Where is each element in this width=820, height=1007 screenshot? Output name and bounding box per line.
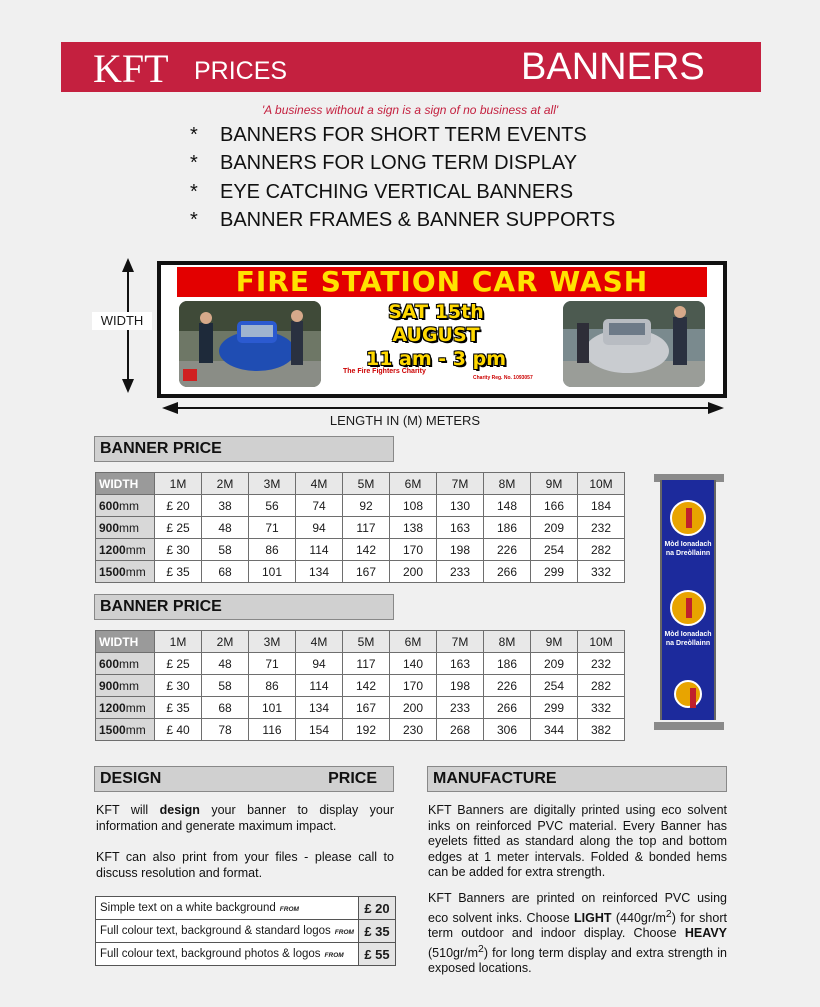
- banner-time-line: 11 am - 3 pm: [365, 348, 507, 370]
- corner-width-cell: WIDTH: [96, 631, 155, 653]
- design-price: £ 55: [359, 943, 396, 966]
- price-cell: 68: [202, 561, 249, 583]
- price-cell: 163: [437, 653, 484, 675]
- charity-reg: Charity Reg. No. 1093057: [473, 375, 533, 381]
- price-cell: 94: [296, 517, 343, 539]
- price-cell: 254: [531, 539, 578, 561]
- manufacture-section-header: MANUFACTURE: [427, 766, 727, 792]
- price-cell: 48: [202, 517, 249, 539]
- bullet-star-icon: *: [190, 124, 198, 146]
- price-cell: 58: [202, 539, 249, 561]
- row-header: 1500mm: [96, 561, 155, 583]
- row-header: 1500mm: [96, 719, 155, 741]
- price-table-light: [95, 472, 625, 583]
- price-cell: 254: [531, 675, 578, 697]
- row-header: 900mm: [96, 675, 155, 697]
- tagline-quote: 'A business without a sign is a sign of no business at all': [261, 103, 559, 117]
- design-paragraph: KFT will design your banner to display your information and generate maximum impact.: [96, 803, 394, 833]
- price-cell: 74: [296, 495, 343, 517]
- bullet-star-icon: *: [190, 181, 198, 203]
- column-header: 9M: [531, 473, 578, 495]
- price-cell: 268: [437, 719, 484, 741]
- column-header: 9M: [531, 631, 578, 653]
- vertical-banner-text: Mòd Ionadach na Dreòllainn: [664, 631, 712, 647]
- table-row: [96, 675, 625, 697]
- column-header: 1M: [155, 473, 202, 495]
- price-cell: 184: [578, 495, 625, 517]
- column-header: 10M: [578, 631, 625, 653]
- crest-icon: [670, 500, 706, 536]
- price-cell: 166: [531, 495, 578, 517]
- price-cell: 232: [578, 653, 625, 675]
- price-cell: 186: [484, 653, 531, 675]
- column-header: 7M: [437, 631, 484, 653]
- column-header: 5M: [343, 631, 390, 653]
- crest-icon: [670, 590, 706, 626]
- price-cell: 233: [437, 697, 484, 719]
- price-cell: £ 35: [155, 697, 202, 719]
- column-header: 5M: [343, 473, 390, 495]
- price-cell: 114: [296, 675, 343, 697]
- price-cell: 134: [296, 697, 343, 719]
- header-bar: [61, 42, 761, 92]
- price-cell: 48: [202, 653, 249, 675]
- design-option: Simple text on a white background FROM: [96, 897, 359, 920]
- manufacture-paragraph-weights: KFT Banners are printed on reinforced PVC using eco solvent inks. Choose LIGHT $(440gr/m^2)$ for short term outdoor and indoor display. Choose HEAVY $(510gr/m^2)$ for long term display and extra strength in exposed locations.: [428, 891, 727, 976]
- price-cell: 209: [531, 517, 578, 539]
- price-cell: £ 30: [155, 539, 202, 561]
- price-cell: 101: [249, 697, 296, 719]
- table-row: [96, 517, 625, 539]
- price-cell: 332: [578, 697, 625, 719]
- price-cell: 230: [390, 719, 437, 741]
- column-header: 1M: [155, 631, 202, 653]
- design-price: £ 35: [359, 920, 396, 943]
- price-table-heavy: [95, 630, 625, 741]
- column-header: 2M: [202, 631, 249, 653]
- column-header: 6M: [390, 631, 437, 653]
- price-cell: 332: [578, 561, 625, 583]
- vertical-banner-text: Mòd Ionadach na Dreòllainn: [664, 541, 712, 557]
- price-cell: 138: [390, 517, 437, 539]
- page-title: BANNERS: [521, 46, 705, 88]
- table-header-row: [96, 631, 625, 653]
- table-row: [96, 897, 396, 920]
- price-cell: 233: [437, 561, 484, 583]
- feature-bullet: [190, 209, 615, 232]
- price-cell: 154: [296, 719, 343, 741]
- bullet-star-icon: *: [190, 152, 198, 174]
- width-label: WIDTH: [92, 312, 152, 330]
- car-wash-photo-right: [563, 301, 705, 387]
- banner-title: FIRE STATION CAR WASH: [177, 267, 707, 297]
- design-section-header: [94, 766, 394, 792]
- car-wash-photo-left: [179, 301, 321, 387]
- price-cell: 117: [343, 517, 390, 539]
- price-cell: 92: [343, 495, 390, 517]
- table-header-row: [96, 473, 625, 495]
- price-cell: 56: [249, 495, 296, 517]
- bullet-text: EYE CATCHING VERTICAL BANNERS: [220, 181, 574, 203]
- price-cell: 170: [390, 675, 437, 697]
- bullet-text: BANNERS FOR LONG TERM DISPLAY: [220, 152, 578, 174]
- price-cell: £ 20: [155, 495, 202, 517]
- price-cell: 306: [484, 719, 531, 741]
- price-column-label: PRICE: [328, 770, 377, 787]
- price-cell: 140: [390, 653, 437, 675]
- price-cell: 94: [296, 653, 343, 675]
- prices-label: PRICES: [194, 57, 288, 85]
- price-cell: 134: [296, 561, 343, 583]
- price-cell: 226: [484, 675, 531, 697]
- price-cell: 209: [531, 653, 578, 675]
- manufacture-paragraph: KFT Banners are digitally printed using eco solvent inks on reinforced PVC material. Every Banner has eyelets fitted as standard along the top and bottom edges at 1 meter intervals. Folded & bonded hems can be added for extra strength.: [428, 803, 727, 879]
- crest-icon: [674, 680, 702, 708]
- table-row: [96, 920, 396, 943]
- brand-logo: KFT: [93, 46, 169, 91]
- price-cell: 130: [437, 495, 484, 517]
- price-cell: 117: [343, 653, 390, 675]
- table-row: [96, 561, 625, 583]
- price-cell: 192: [343, 719, 390, 741]
- feature-bullet: [190, 152, 577, 175]
- column-header: 8M: [484, 631, 531, 653]
- row-header: 1200mm: [96, 539, 155, 561]
- column-header: 8M: [484, 473, 531, 495]
- price-cell: 71: [249, 517, 296, 539]
- price-cell: 382: [578, 719, 625, 741]
- design-price-table: [95, 896, 396, 966]
- price-cell: £ 25: [155, 517, 202, 539]
- table-row: [96, 719, 625, 741]
- price-cell: 200: [390, 561, 437, 583]
- table-row: [96, 495, 625, 517]
- table-row: [96, 539, 625, 561]
- price-cell: £ 30: [155, 675, 202, 697]
- bullet-text: BANNERS FOR SHORT TERM EVENTS: [220, 124, 587, 146]
- row-header: 600mm: [96, 653, 155, 675]
- column-header: 7M: [437, 473, 484, 495]
- price-cell: 186: [484, 517, 531, 539]
- column-header: 4M: [296, 631, 343, 653]
- column-header: 2M: [202, 473, 249, 495]
- price-cell: 299: [531, 561, 578, 583]
- banner-month-line: AUGUST: [392, 324, 480, 346]
- price-cell: 108: [390, 495, 437, 517]
- design-price: £ 20: [359, 897, 396, 920]
- column-header: 6M: [390, 473, 437, 495]
- price-cell: 198: [437, 675, 484, 697]
- price-cell: 78: [202, 719, 249, 741]
- price-cell: 114: [296, 539, 343, 561]
- price-cell: 148: [484, 495, 531, 517]
- row-header: 900mm: [96, 517, 155, 539]
- price-cell: 142: [343, 539, 390, 561]
- price-cell: 58: [202, 675, 249, 697]
- price-cell: 167: [343, 561, 390, 583]
- bullet-star-icon: *: [190, 209, 198, 231]
- price-cell: 282: [578, 675, 625, 697]
- row-header: 1200mm: [96, 697, 155, 719]
- price-cell: 226: [484, 539, 531, 561]
- price-cell: 167: [343, 697, 390, 719]
- table-row: [96, 653, 625, 675]
- feature-bullet: [190, 124, 587, 147]
- price-cell: 282: [578, 539, 625, 561]
- price-cell: 299: [531, 697, 578, 719]
- column-header: 4M: [296, 473, 343, 495]
- price-cell: 170: [390, 539, 437, 561]
- price-cell: 266: [484, 561, 531, 583]
- price-cell: 86: [249, 539, 296, 561]
- price-cell: 200: [390, 697, 437, 719]
- price-cell: 232: [578, 517, 625, 539]
- price-cell: 68: [202, 697, 249, 719]
- design-option: Full colour text, background photos & logos FROM: [96, 943, 359, 966]
- design-paragraph-files: KFT can also print from your files - please call to discuss resolution and format.: [96, 850, 394, 880]
- feature-bullet: [190, 181, 573, 204]
- row-header: 600mm: [96, 495, 155, 517]
- charity-logo: The Fire Fighters Charity: [343, 368, 426, 375]
- price-cell: £ 25: [155, 653, 202, 675]
- table-row: [96, 943, 396, 966]
- price-cell: 101: [249, 561, 296, 583]
- banner-date-line: SAT 15th: [388, 301, 484, 323]
- price-cell: 71: [249, 653, 296, 675]
- price-cell: 266: [484, 697, 531, 719]
- price-cell: 142: [343, 675, 390, 697]
- column-header: 10M: [578, 473, 625, 495]
- example-banner: [157, 261, 727, 398]
- banner-pole-bottom: [654, 722, 724, 730]
- price-cell: 38: [202, 495, 249, 517]
- corner-width-cell: WIDTH: [96, 473, 155, 495]
- design-title: DESIGN: [100, 770, 162, 787]
- price-cell: £ 35: [155, 561, 202, 583]
- price-cell: 198: [437, 539, 484, 561]
- table-row: [96, 697, 625, 719]
- length-label: LENGTH IN (M) METERS: [300, 413, 510, 428]
- vertical-banner: [660, 480, 716, 720]
- column-header: 3M: [249, 473, 296, 495]
- price-cell: 116: [249, 719, 296, 741]
- price-cell: £ 40: [155, 719, 202, 741]
- price-cell: 86: [249, 675, 296, 697]
- bullet-text: BANNER FRAMES & BANNER SUPPORTS: [220, 209, 616, 231]
- design-option: Full colour text, background & standard logos FROM: [96, 920, 359, 943]
- price-cell: 163: [437, 517, 484, 539]
- price-table-title: BANNER PRICE: [94, 436, 394, 462]
- column-header: 3M: [249, 631, 296, 653]
- price-table-title: BANNER PRICE: [94, 594, 394, 620]
- price-cell: 344: [531, 719, 578, 741]
